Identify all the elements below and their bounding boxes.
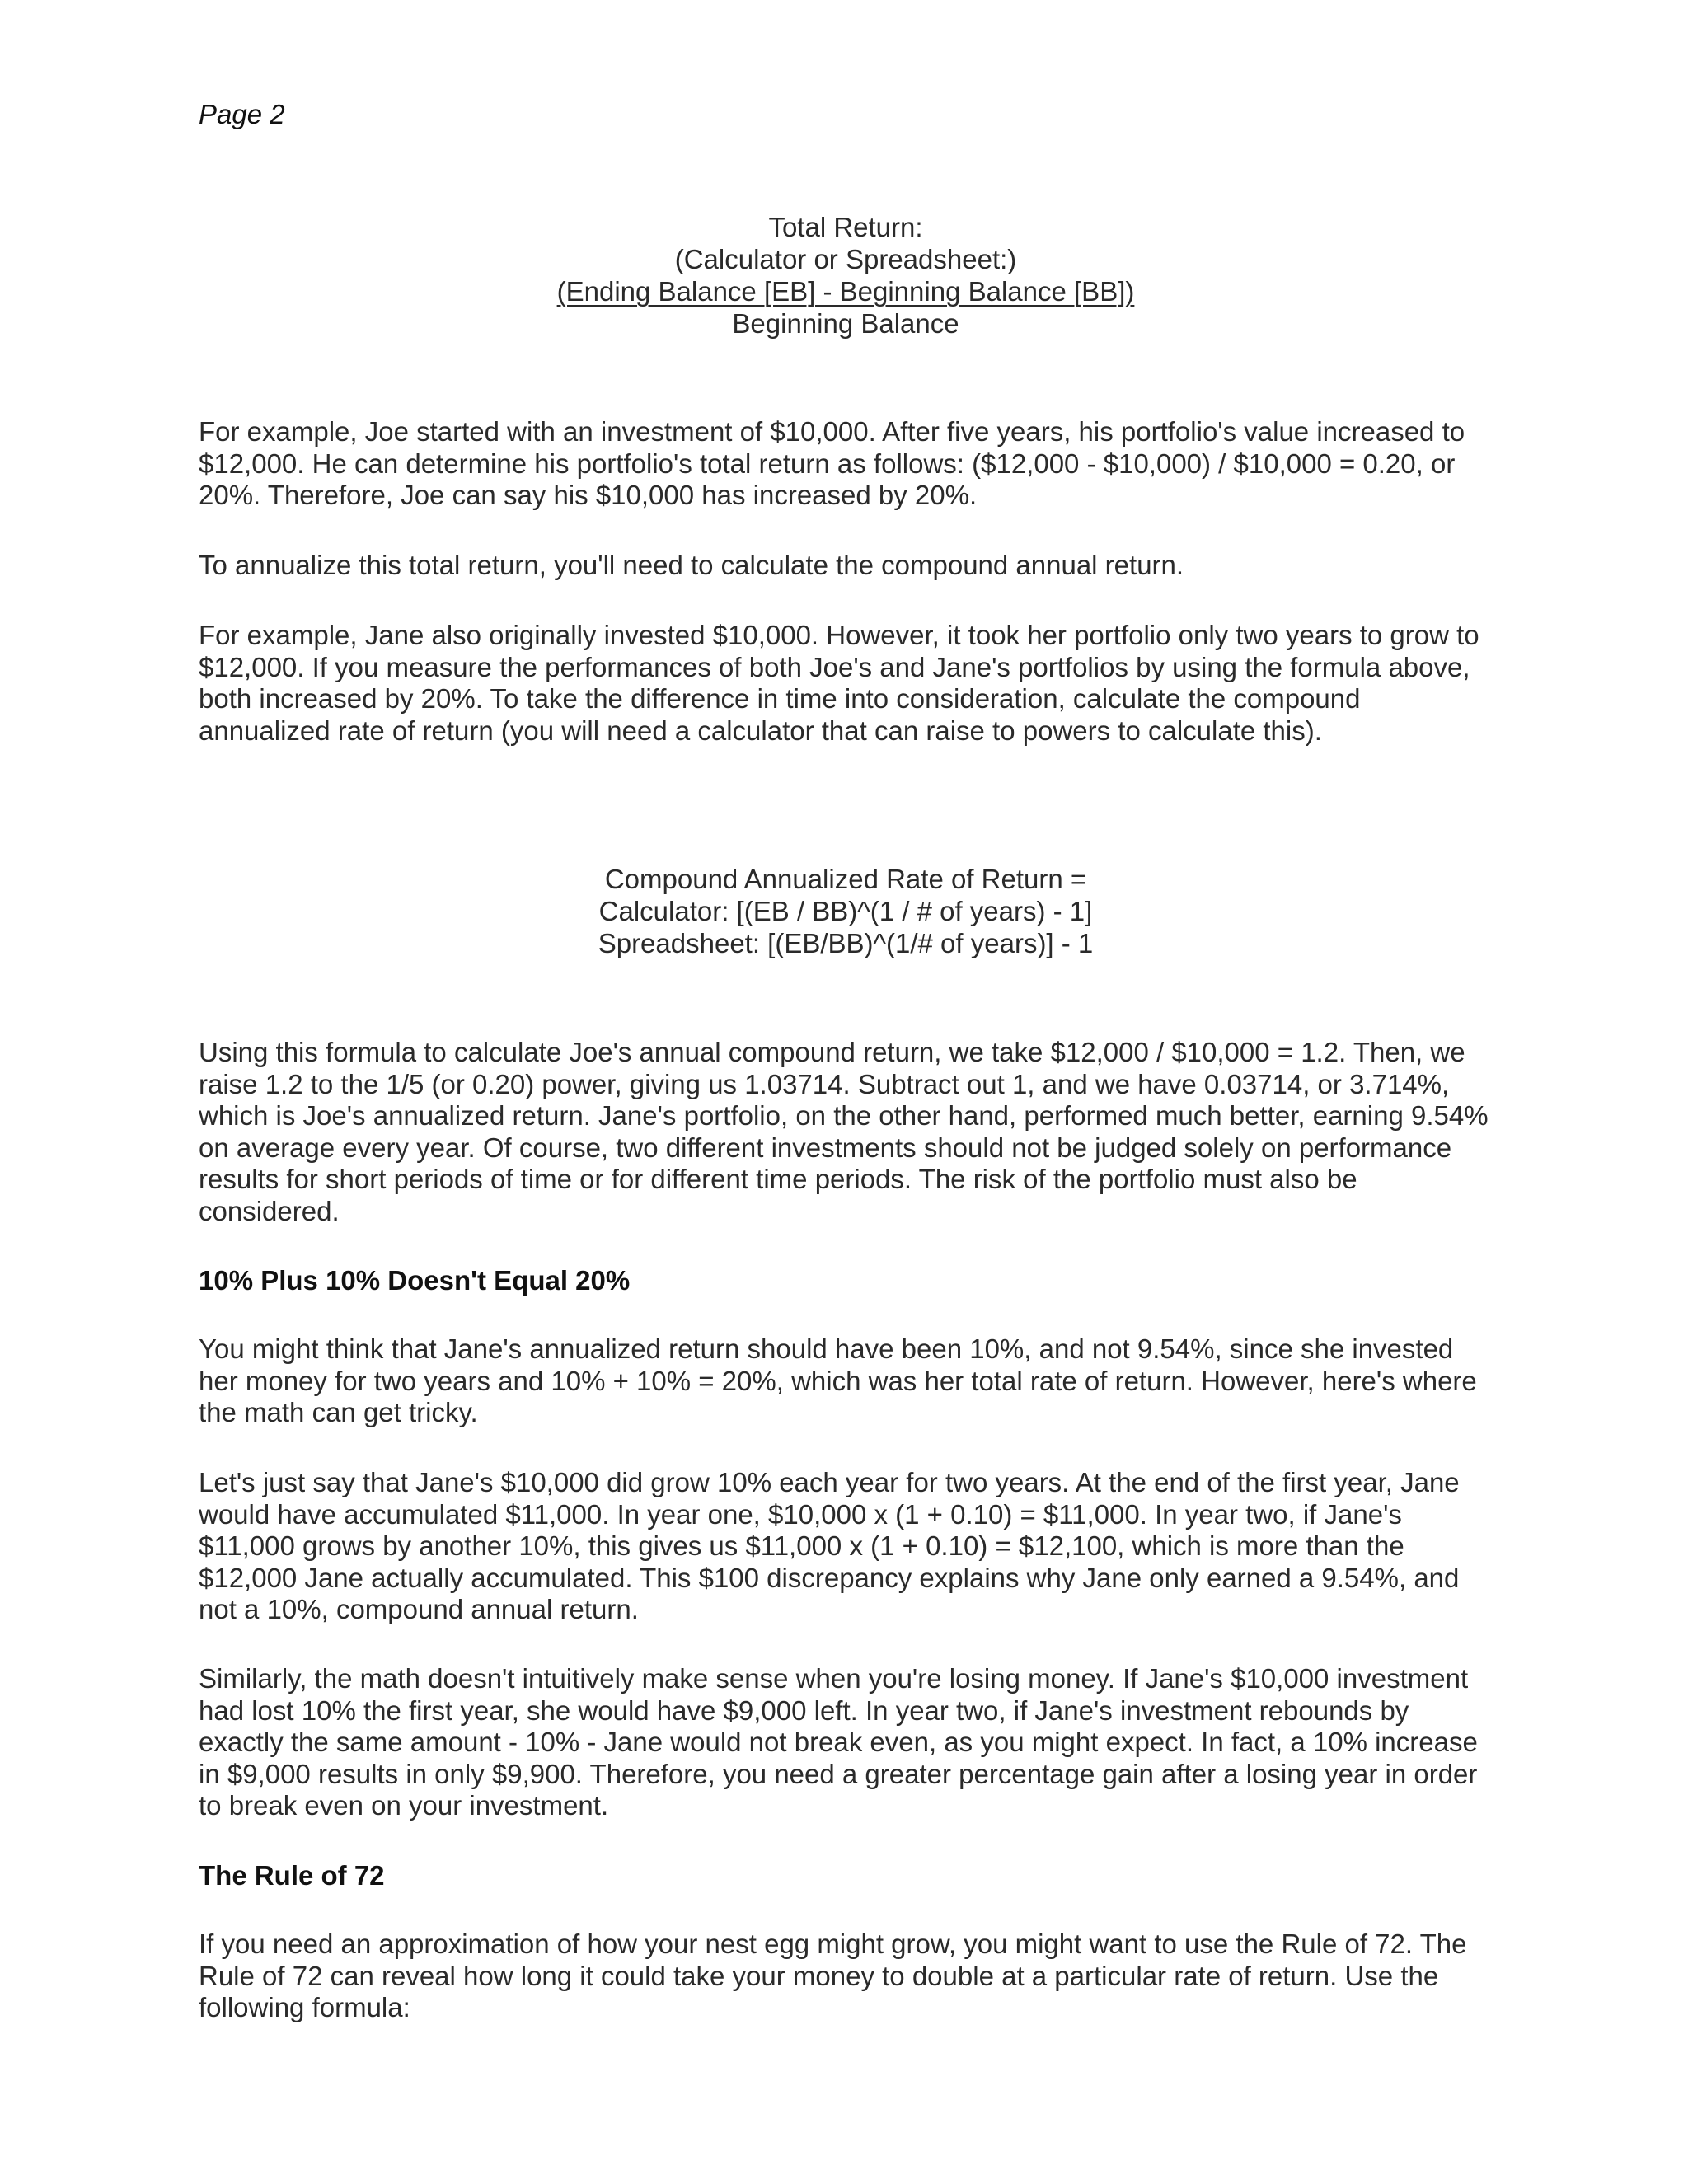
compound-formula-title: Compound Annualized Rate of Return =: [604, 864, 1087, 894]
compound-return-formula: [199, 863, 1493, 959]
formula-subtitle: (Calculator or Spreadsheet:): [674, 244, 1017, 274]
formula-title: Total Return:: [768, 212, 923, 242]
paragraph-jane-growth: Let's just say that Jane's $10,000 did grow 10% each year for two years. At the end of the first year, Jane would have accumulated $11,000. In year one, $10,000 x (1 + 0.10) = $11,000. In year two, if Jane's $11,000 grows by another 10%, this gives us $11,000 x (1 + 0.10) = $12,100, which is more than the $12,000 Jane actually accumulated. This $100 discrepancy explains why Jane only earned a 9.54%, and not a 10%, compound annual return.: [199, 1467, 1460, 1624]
paragraph-losing-money: Similarly, the math doesn't intuitively make sense when you're losing money. If Jane's $10,000 investment had lost 10% the first year, she would have $9,000 left. In year two, if Jane's investment rebounds by exactly the same amount - 10% - Jane would not break even, as you might expect. In fact, a 10% increase in $9,000 results in only $9,900. Therefore, you need a greater percentage gain after a losing year in order to break even on your investment.: [199, 1663, 1478, 1821]
paragraph-rule-of-72: If you need an approximation of how your nest egg might grow, you might want to use the Rule of 72. The Rule of 72 can reveal how long it could take your money to double at a particular rate of return. Use the following formula:: [199, 1929, 1467, 2022]
paragraph-annualize: To annualize this total return, you'll need to calculate the compound annual return.: [199, 550, 1184, 580]
compound-formula-calculator: Calculator: [(EB / BB)^(1 / # of years) - 1]: [598, 896, 1093, 926]
compound-formula-spreadsheet: Spreadsheet: [(EB/BB)^(1/# of years)] - 1: [598, 928, 1094, 958]
document-page: [199, 0, 1493, 2184]
section-heading-10-plus-10: 10% Plus 10% Doesn't Equal 20%: [199, 1265, 631, 1296]
page-label: Page 2: [199, 99, 285, 129]
formula-numerator: (Ending Balance [EB] - Beginning Balance [BB]): [556, 276, 1135, 307]
section-heading-rule-of-72: The Rule of 72: [199, 1860, 385, 1891]
paragraph-jane-annualized: You might think that Jane's annualized return should have been 10%, and not 9.54%, since she invested her money for two years and 10% + 10% = 20%, which was her total rate of return. However, here's where the math can get tricky.: [199, 1333, 1477, 1427]
paragraph-joe-example: For example, Joe started with an investment of $10,000. After five years, his portfolio's value increased to $12,000. He can determine his portfolio's total return as follows: ($12,000 - $10,000) / $10,000 = 0.20, or 20%. Therefore, Joe can say his $10,000 has increased by 20%.: [199, 416, 1465, 510]
paragraph-joe-annual-return: Using this formula to calculate Joe's annual compound return, we take $12,000 / $10,000 = 1.2. Then, we raise 1.2 to the 1/5 (or 0.20) power, giving us 1.03714. Subtract out 1, and we have 0.03714, or 3.714%, which is Joe's annualized return. Jane's portfolio, on the other hand, performed much better, earning 9.54% on average every year. Of course, two different investments should not be judged solely on performance results for short periods of time or for different time periods. The risk of the portfolio must also be considered.: [199, 1037, 1489, 1226]
total-return-formula: [199, 211, 1493, 340]
formula-denominator: Beginning Balance: [732, 308, 959, 339]
paragraph-jane-example: For example, Jane also originally invested $10,000. However, it took her portfolio only two years to grow to $12,000. If you measure the performances of both Joe's and Jane's portfolios by using the formula above, both increased by 20%. To take the difference in time into consideration, calculate the compound annualized rate of return (you will need a calculator that can raise to powers to calculate this).: [199, 620, 1479, 746]
